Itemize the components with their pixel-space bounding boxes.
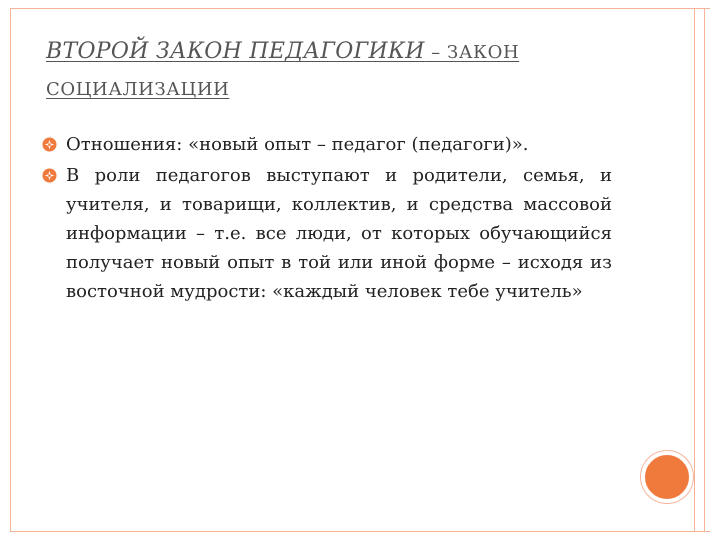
bullet-text: В роли педагогов выступают и родители, семья, и учителя, и товарищи, коллектив, и средства массовой информации – т.е. все люди, от которых обучающийся получает новый опыт в той или иной форме – исходя из восточной мудрости: «каждый человек тебе учитель»	[66, 165, 612, 302]
title-line2: СОЦИАЛИЗАЦИИ	[46, 79, 230, 100]
bullet-item	[42, 130, 612, 159]
frame-top-line	[10, 8, 710, 9]
circle-icon	[641, 451, 693, 503]
bullet-list	[42, 130, 612, 308]
frame-right-line	[694, 8, 695, 532]
title-line1: ВТОРОЙ ЗАКОН ПЕДАГОГИКИ	[46, 39, 425, 64]
title-line1-rest: – ЗАКОН	[424, 42, 520, 63]
slide-title	[46, 34, 606, 108]
frame-right-outer-line	[704, 8, 705, 532]
frame-bottom-line	[10, 531, 710, 532]
bullet-item	[42, 161, 612, 306]
frame-left-line	[10, 8, 11, 532]
fleur-icon	[42, 168, 57, 183]
bullet-text: Отношения: «новый опыт – педагог (педагоги)».	[66, 134, 529, 155]
fleur-icon	[42, 137, 57, 152]
